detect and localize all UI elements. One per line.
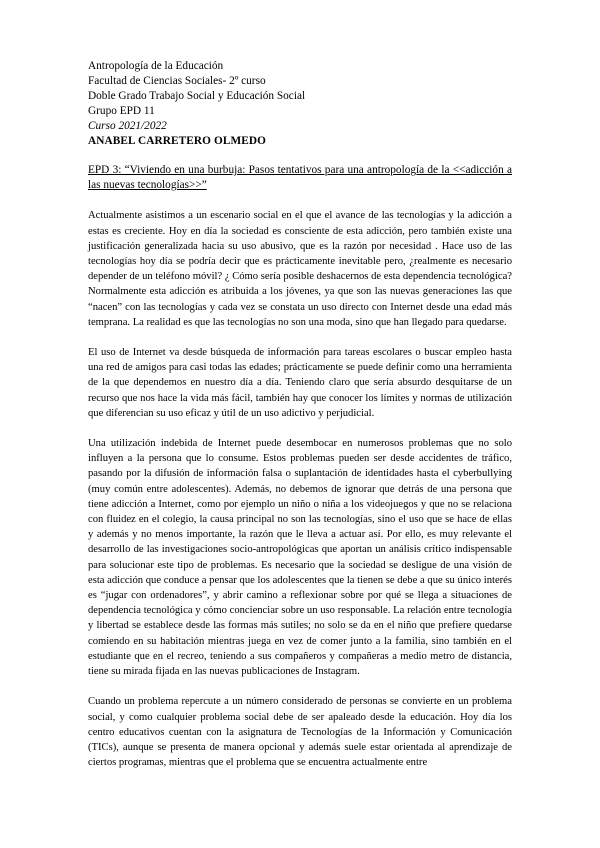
paragraph-1: Actualmente asistimos a un escenario social en el que el avance de las tecnologías y la adicción a estas es creciente. Hoy en día la sociedad es consciente de esta adicción, pero también existe una justificación generalizada hacia su uso abusivo, que es la razón por necesidad . Hace uso de las tecnologías hoy día se podría decir que es prácticamente inevitable pero, ¿realmente es necesario depender de un teléfono móvil? ¿ Cómo sería posible deshacernos de esta dependencia tecnológica? Normalmente esta adicción es atribuida a los jóvenes, ya que son las nuevas generaciones las que “nacen” con las tecnologías y cada vez se constata un uso directo con Internet desde una edad más temprana. La realidad es que las tecnologías no son una moda, sino que han llegado para quedarse. [88,210,512,328]
faculty-line: Facultad de Ciencias Sociales- 2º curso [88,75,266,87]
document-header [88,59,512,149]
group-line: Grupo EPD 11 [88,105,155,117]
degree-line: Doble Grado Trabajo Social y Educación Social [88,90,306,102]
paragraph-2: El uso de Internet va desde búsqueda de información para tareas escolares o buscar empleo hasta una red de amigos para casi todas las edades; prácticamente se puede definir como una herramienta de la que dependemos en nuestro día a día. Teniendo claro que sería absurdo desquitarse de un recurso que nos hace la vida más fácil, también hay que conocer los límites y normas de utilización que diferencian su uso eficaz y útil de un uso adictivo y perjudicial. [88,347,512,419]
paragraph-3: Una utilización indebida de Internet puede desembocar en numerosos problemas que no solo influyen a la persona que lo consume. Estos problemas pueden ser desde accidentes de tráfico, pasando por la difusión de información falsa o suplantación de identidades hasta el cyberbullying (muy común entre adolescentes). Además, no debemos de ignorar que detrás de una persona que tiene adicción a Internet, como por ejemplo un niño o niña a los videojuegos y que no se relaciona con fluidez en el colegio, la causa principal no son las tecnologías, sino el uso que se hace de ellas y además y no menos importante, la razón que le lleva a actuar así. Por ello, es muy relevante el desarrollo de las investigaciones socio-antropológicas que aportan un análisis crítico indispensable para solucionar este tipo de problemas. Es necesario que la sociedad se desligue de una visión de esta adicción que conduce a pensar que los adolescentes que la tienen se debe a que su único interés es “jugar con ordenadores”, y abrir camino a reflexionar sobre por qué se llega a situaciones de dependencia tecnológica y cómo concienciar sobre un uso responsable. La relación entre tecnología y libertad se establece desde las formas más sutiles; no solo se da en el niño que prefiere quedarse comiendo en su habitación mientras juega en vez de comer junto a la familia, sino también en el estudiante que en el recreo, teniendo a sus compañeros y compañeras a medio metro de distancia, tiene su mirada fijada en las nuevas publicaciones de Instagram. [88,438,512,678]
paragraph-4: Cuando un problema repercute a un número considerado de personas se convierte en un problema social, y como cualquier problema social debe de ser apaleado desde la educación. Hoy día los centro educativos cuentan con la asignatura de Tecnologías de la Información y Comunicación (TICs), aunque se presenta de manera opcional y además suele estar orientada al aprendizaje de ciertos programas, mientras que el problema que se encuentra actualmente entre [88,696,512,769]
document-body [88,208,512,770]
author-name: ANABEL CARRETERO OLMEDO [88,135,267,147]
subject-line: Antropología de la Educación [88,60,224,72]
document-title: EPD 3: “Viviendo en una burbuja: Pasos tentativos para una antropología de la <<adicción a las nuevas tecnologías>>” [88,164,512,192]
course-line: Curso 2021/2022 [88,120,167,132]
